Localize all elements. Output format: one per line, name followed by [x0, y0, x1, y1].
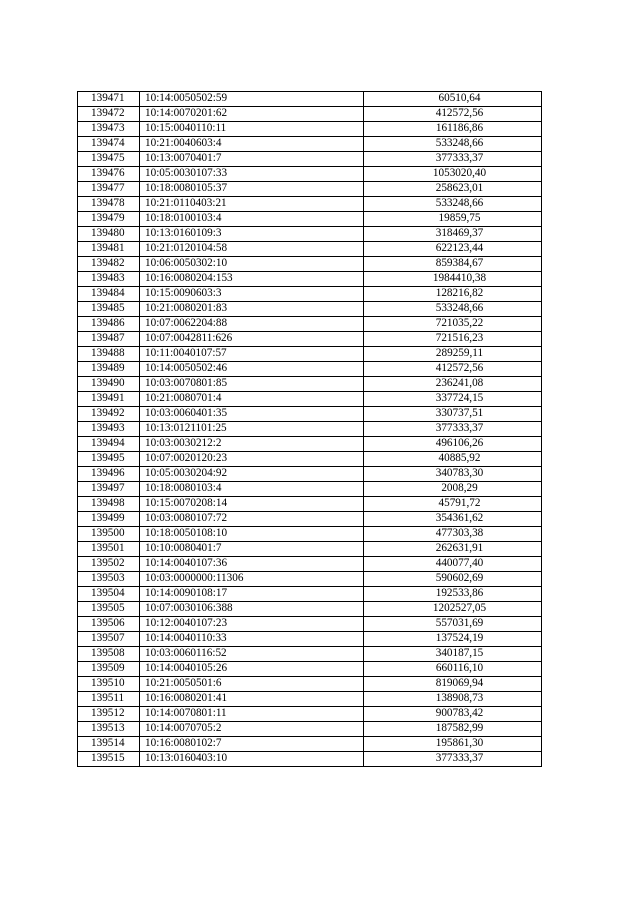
- cadastral-code-cell: 10:21:0120104:58: [140, 242, 364, 257]
- amount-cell: 900783,42: [364, 707, 542, 722]
- amount-cell: 477303,38: [364, 527, 542, 542]
- cadastral-code-cell: 10:13:0121101:25: [140, 422, 364, 437]
- row-id-cell: 139479: [78, 212, 140, 227]
- table-row: [78, 422, 542, 437]
- amount-cell: 60510,64: [364, 92, 542, 107]
- amount-cell: 236241,08: [364, 377, 542, 392]
- row-id-cell: 139490: [78, 377, 140, 392]
- table-row: [78, 272, 542, 287]
- row-id-cell: 139508: [78, 647, 140, 662]
- cadastral-code-cell: 10:14:0040105:26: [140, 662, 364, 677]
- amount-cell: 161186,86: [364, 122, 542, 137]
- row-id-cell: 139502: [78, 557, 140, 572]
- amount-cell: 377333,37: [364, 422, 542, 437]
- cadastral-code-cell: 10:21:0040603:4: [140, 137, 364, 152]
- amount-cell: 19859,75: [364, 212, 542, 227]
- table-row: [78, 677, 542, 692]
- amount-cell: 128216,82: [364, 287, 542, 302]
- cadastral-code-cell: 10:07:0020120:23: [140, 452, 364, 467]
- cadastral-code-cell: 10:16:0080102:7: [140, 737, 364, 752]
- table-row: [78, 92, 542, 107]
- amount-cell: 330737,51: [364, 407, 542, 422]
- row-id-cell: 139511: [78, 692, 140, 707]
- amount-cell: 138908,73: [364, 692, 542, 707]
- table-row: [78, 317, 542, 332]
- row-id-cell: 139481: [78, 242, 140, 257]
- amount-cell: 1053020,40: [364, 167, 542, 182]
- cadastral-code-cell: 10:07:0030106:388: [140, 602, 364, 617]
- amount-cell: 289259,11: [364, 347, 542, 362]
- cadastral-code-cell: 10:03:0060401:35: [140, 407, 364, 422]
- row-id-cell: 139510: [78, 677, 140, 692]
- amount-cell: 337724,15: [364, 392, 542, 407]
- row-id-cell: 139476: [78, 167, 140, 182]
- row-id-cell: 139484: [78, 287, 140, 302]
- amount-cell: 2008,29: [364, 482, 542, 497]
- cadastral-code-cell: 10:03:0030212:2: [140, 437, 364, 452]
- row-id-cell: 139472: [78, 107, 140, 122]
- amount-cell: 533248,66: [364, 302, 542, 317]
- table-row: [78, 527, 542, 542]
- table-row: [78, 227, 542, 242]
- row-id-cell: 139491: [78, 392, 140, 407]
- table-row: [78, 692, 542, 707]
- amount-cell: 721035,22: [364, 317, 542, 332]
- row-id-cell: 139499: [78, 512, 140, 527]
- cadastral-code-cell: 10:03:0070801:85: [140, 377, 364, 392]
- amount-cell: 354361,62: [364, 512, 542, 527]
- table-row: [78, 452, 542, 467]
- amount-cell: 533248,66: [364, 137, 542, 152]
- amount-cell: 496106,26: [364, 437, 542, 452]
- table-row: [78, 122, 542, 137]
- cadastral-code-cell: 10:06:0050302:10: [140, 257, 364, 272]
- row-id-cell: 139495: [78, 452, 140, 467]
- cadastral-code-cell: 10:18:0080105:37: [140, 182, 364, 197]
- row-id-cell: 139477: [78, 182, 140, 197]
- cadastral-code-cell: 10:14:0040110:33: [140, 632, 364, 647]
- cadastral-code-cell: 10:10:0080401:7: [140, 542, 364, 557]
- row-id-cell: 139494: [78, 437, 140, 452]
- cadastral-code-cell: 10:14:0040107:36: [140, 557, 364, 572]
- table-row: [78, 542, 542, 557]
- cadastral-code-cell: 10:16:0080204:153: [140, 272, 364, 287]
- amount-cell: 377333,37: [364, 752, 542, 767]
- table-row: [78, 137, 542, 152]
- amount-cell: 340783,30: [364, 467, 542, 482]
- table-row: [78, 257, 542, 272]
- cadastral-code-cell: 10:07:0062204:88: [140, 317, 364, 332]
- amount-cell: 187582,99: [364, 722, 542, 737]
- cadastral-code-cell: 10:14:0050502:59: [140, 92, 364, 107]
- table-body: [78, 92, 542, 767]
- table-row: [78, 377, 542, 392]
- table-row: [78, 572, 542, 587]
- table-row: [78, 737, 542, 752]
- table-row: [78, 362, 542, 377]
- table-row: [78, 152, 542, 167]
- cadastral-code-cell: 10:07:0042811:626: [140, 332, 364, 347]
- table-row: [78, 512, 542, 527]
- table-row: [78, 467, 542, 482]
- table-row: [78, 437, 542, 452]
- amount-cell: 1202527,05: [364, 602, 542, 617]
- amount-cell: 412572,56: [364, 107, 542, 122]
- table-row: [78, 107, 542, 122]
- row-id-cell: 139473: [78, 122, 140, 137]
- table-row: [78, 407, 542, 422]
- amount-cell: 377333,37: [364, 152, 542, 167]
- table-row: [78, 302, 542, 317]
- row-id-cell: 139487: [78, 332, 140, 347]
- cadastral-code-cell: 10:18:0050108:10: [140, 527, 364, 542]
- row-id-cell: 139506: [78, 617, 140, 632]
- row-id-cell: 139507: [78, 632, 140, 647]
- amount-cell: 533248,66: [364, 197, 542, 212]
- amount-cell: 622123,44: [364, 242, 542, 257]
- table-row: [78, 602, 542, 617]
- amount-cell: 258623,01: [364, 182, 542, 197]
- table-row: [78, 242, 542, 257]
- amount-cell: 819069,94: [364, 677, 542, 692]
- cadastral-code-cell: 10:15:0090603:3: [140, 287, 364, 302]
- cadastral-code-cell: 10:14:0090108:17: [140, 587, 364, 602]
- row-id-cell: 139504: [78, 587, 140, 602]
- table-row: [78, 662, 542, 677]
- cadastral-code-cell: 10:15:0040110:11: [140, 122, 364, 137]
- table-row: [78, 497, 542, 512]
- cadastral-code-cell: 10:14:0070201:62: [140, 107, 364, 122]
- amount-cell: 1984410,38: [364, 272, 542, 287]
- cadastral-code-cell: 10:11:0040107:57: [140, 347, 364, 362]
- table-row: [78, 752, 542, 767]
- row-id-cell: 139493: [78, 422, 140, 437]
- amount-cell: 859384,67: [364, 257, 542, 272]
- table-row: [78, 392, 542, 407]
- row-id-cell: 139474: [78, 137, 140, 152]
- cadastral-code-cell: 10:14:0070705:2: [140, 722, 364, 737]
- table-row: [78, 707, 542, 722]
- cadastral-code-cell: 10:13:0160403:10: [140, 752, 364, 767]
- row-id-cell: 139483: [78, 272, 140, 287]
- table-row: [78, 287, 542, 302]
- row-id-cell: 139515: [78, 752, 140, 767]
- amount-cell: 440077,40: [364, 557, 542, 572]
- amount-cell: 721516,23: [364, 332, 542, 347]
- amount-cell: 318469,37: [364, 227, 542, 242]
- row-id-cell: 139485: [78, 302, 140, 317]
- table-row: [78, 482, 542, 497]
- cadastral-code-cell: 10:13:0160109:3: [140, 227, 364, 242]
- row-id-cell: 139489: [78, 362, 140, 377]
- cadastral-code-cell: 10:18:0080103:4: [140, 482, 364, 497]
- row-id-cell: 139471: [78, 92, 140, 107]
- amount-cell: 195861,30: [364, 737, 542, 752]
- cadastral-code-cell: 10:12:0040107:23: [140, 617, 364, 632]
- amount-cell: 340187,15: [364, 647, 542, 662]
- row-id-cell: 139505: [78, 602, 140, 617]
- cadastral-code-cell: 10:15:0070208:14: [140, 497, 364, 512]
- amount-cell: 137524,19: [364, 632, 542, 647]
- row-id-cell: 139498: [78, 497, 140, 512]
- cadastral-code-cell: 10:14:0050502:46: [140, 362, 364, 377]
- row-id-cell: 139486: [78, 317, 140, 332]
- table-row: [78, 557, 542, 572]
- cadastral-code-cell: 10:14:0070801:11: [140, 707, 364, 722]
- cadastral-code-cell: 10:16:0080201:41: [140, 692, 364, 707]
- amount-cell: 40885,92: [364, 452, 542, 467]
- cadastral-code-cell: 10:03:0080107:72: [140, 512, 364, 527]
- row-id-cell: 139514: [78, 737, 140, 752]
- amount-cell: 192533,86: [364, 587, 542, 602]
- row-id-cell: 139501: [78, 542, 140, 557]
- table-row: [78, 722, 542, 737]
- amount-cell: 262631,91: [364, 542, 542, 557]
- cadastral-code-cell: 10:03:0000000:11306: [140, 572, 364, 587]
- cadastral-code-cell: 10:21:0080701:4: [140, 392, 364, 407]
- table-row: [78, 347, 542, 362]
- row-id-cell: 139497: [78, 482, 140, 497]
- cadastral-code-cell: 10:18:0100103:4: [140, 212, 364, 227]
- row-id-cell: 139492: [78, 407, 140, 422]
- row-id-cell: 139496: [78, 467, 140, 482]
- amount-cell: 412572,56: [364, 362, 542, 377]
- row-id-cell: 139500: [78, 527, 140, 542]
- cadastral-code-cell: 10:05:0030107:33: [140, 167, 364, 182]
- table-row: [78, 332, 542, 347]
- table-row: [78, 167, 542, 182]
- data-table: [77, 91, 542, 767]
- row-id-cell: 139482: [78, 257, 140, 272]
- table-row: [78, 632, 542, 647]
- row-id-cell: 139478: [78, 197, 140, 212]
- row-id-cell: 139512: [78, 707, 140, 722]
- amount-cell: 590602,69: [364, 572, 542, 587]
- cadastral-code-cell: 10:05:0030204:92: [140, 467, 364, 482]
- cadastral-code-cell: 10:03:0060116:52: [140, 647, 364, 662]
- cadastral-code-cell: 10:21:0050501:6: [140, 677, 364, 692]
- row-id-cell: 139475: [78, 152, 140, 167]
- table-row: [78, 587, 542, 602]
- table-row: [78, 617, 542, 632]
- row-id-cell: 139509: [78, 662, 140, 677]
- table-row: [78, 647, 542, 662]
- amount-cell: 660116,10: [364, 662, 542, 677]
- row-id-cell: 139513: [78, 722, 140, 737]
- cadastral-code-cell: 10:21:0080201:83: [140, 302, 364, 317]
- table-row: [78, 182, 542, 197]
- amount-cell: 45791,72: [364, 497, 542, 512]
- amount-cell: 557031,69: [364, 617, 542, 632]
- row-id-cell: 139480: [78, 227, 140, 242]
- row-id-cell: 139503: [78, 572, 140, 587]
- table-row: [78, 197, 542, 212]
- row-id-cell: 139488: [78, 347, 140, 362]
- table-row: [78, 212, 542, 227]
- cadastral-code-cell: 10:21:0110403:21: [140, 197, 364, 212]
- cadastral-code-cell: 10:13:0070401:7: [140, 152, 364, 167]
